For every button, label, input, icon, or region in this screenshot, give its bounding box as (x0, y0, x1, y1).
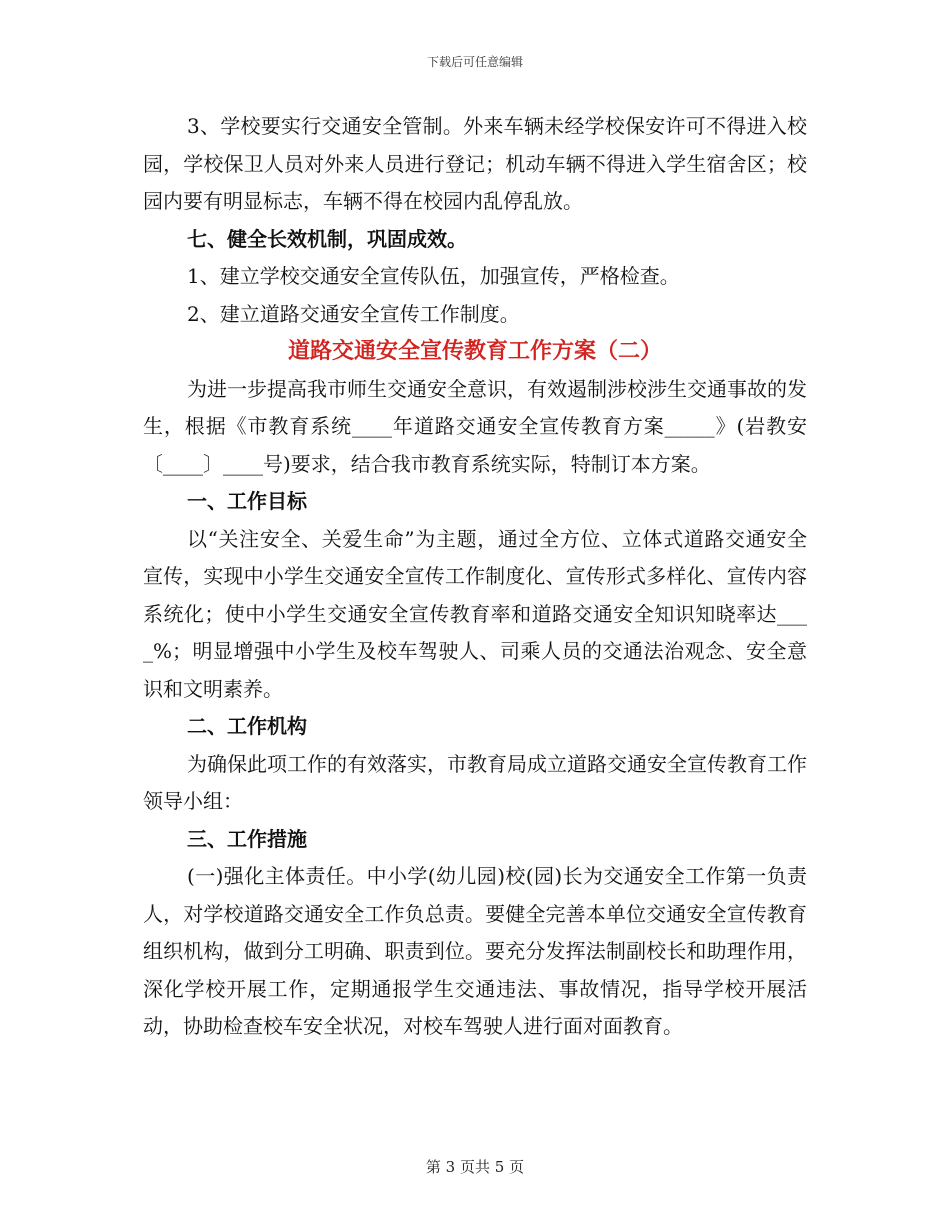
paragraph-goal: 以“关注安全、关爱生命”为主题，通过全方位、立体式道路交通安全宣传，实现中小学生交通安全宣传工作制度化、宣传形式多样化、宣传内容系统化；使中小学生交通安全宣传教育率和道路交通安全知识知晓率达____%；明显增强中小学生及校车驾驶人、司乘人员的交通法治观念、安全意识和文明素养。 (143, 526, 807, 701)
document-title: 道路交通安全宣传教育工作方案（二） (287, 338, 662, 364)
document-body (143, 108, 807, 1046)
page-header-note: 下载后可任意编辑 (426, 55, 523, 69)
paragraph-item-2: 2、建立道路交通安全宣传工作制度。 (187, 301, 520, 326)
section-heading-7: 七、健全长效机制，巩固成效。 (187, 226, 467, 251)
paragraph-item-1: 1、建立学校交通安全宣传队伍，加强宣传，严格检查。 (187, 264, 680, 288)
page-number: 第 3 页共 5 页 (425, 1158, 525, 1176)
section-heading-1: 一、工作目标 (187, 489, 307, 513)
paragraph-organization: 为确保此项工作的有效落实，市教育局成立道路交通安全宣传教育工作领导小组： (143, 751, 807, 813)
paragraph-traffic-control: 3、学校要实行交通安全管制。外来车辆未经学校保安许可不得进入校园，学校保卫人员对外来人员进行登记；机动车辆不得进入学生宿舍区；校园内要有明显标志，车辆不得在校园内乱停乱放。 (143, 114, 807, 213)
paragraph-intro: 为进一步提高我市师生交通安全意识，有效遏制涉校涉生交通事故的发生，根据《市教育系统____年道路交通安全宣传教育方案_____》(岩教安〔____〕____号)要求，结合我市教育系统实际，特制订本方案。 (143, 376, 807, 476)
section-heading-3: 三、工作措施 (187, 826, 307, 851)
section-heading-2: 二、工作机构 (187, 714, 307, 738)
paragraph-measure-1: (一)强化主体责任。中小学(幼儿园)校(园)长为交通安全工作第一负责人，对学校道路交通安全工作负总责。要健全完善本单位交通安全宣传教育组织机构，做到分工明确、职责到位。要充分发挥法制副校长和助理作用，深化学校开展工作，定期通报学生交通违法、事故情况，指导学校开展活动，协助检查校车安全状况，对校车驾驶人进行面对面教育。 (143, 864, 807, 1038)
